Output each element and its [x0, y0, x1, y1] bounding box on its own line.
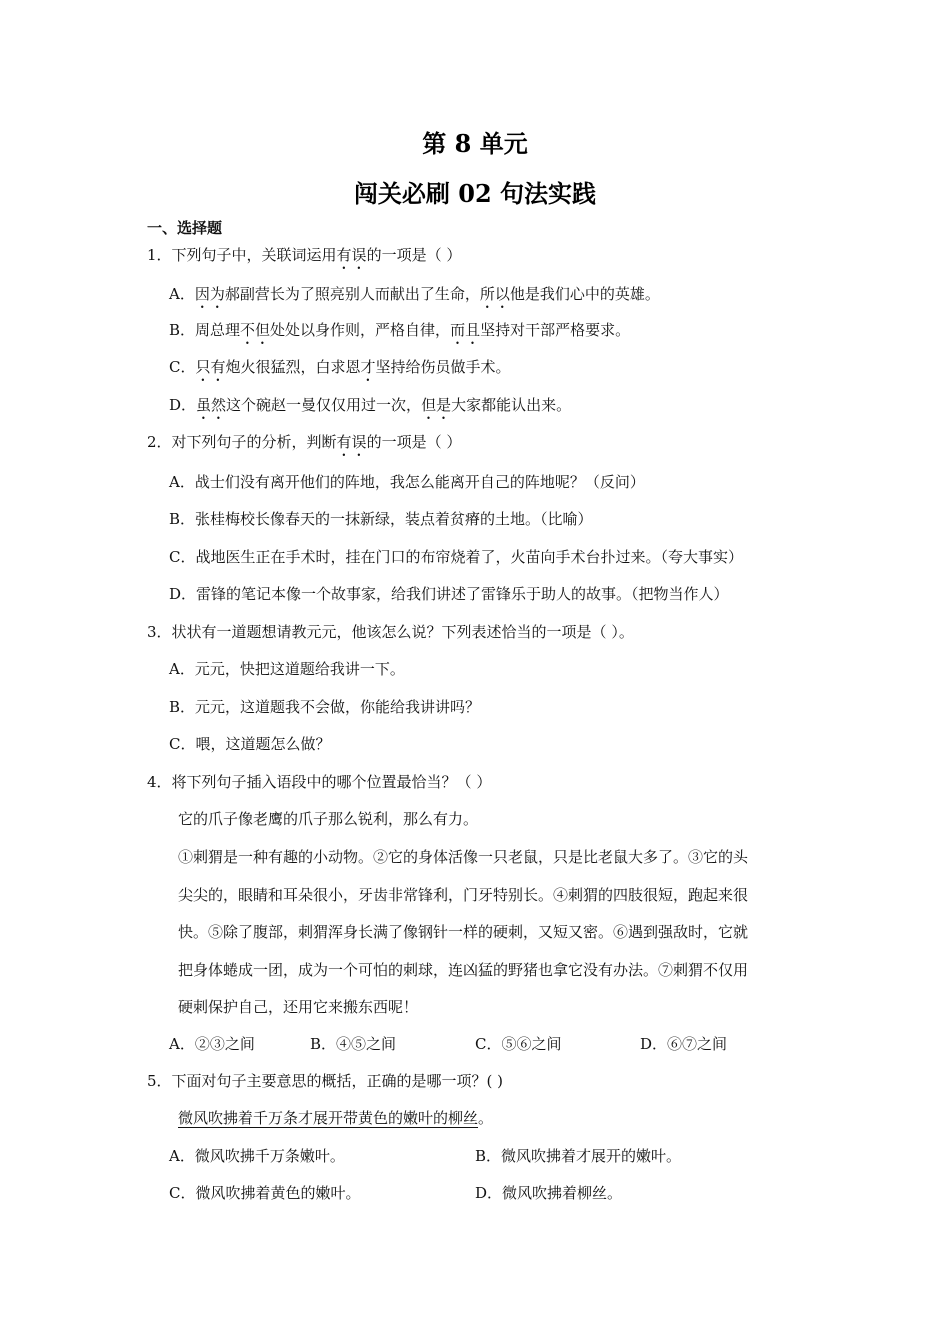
- q3-option-a[interactable]: A．元元，快把这道题给我讲一下。: [169, 660, 405, 678]
- q1-stem: [147, 245, 461, 273]
- q2-stem-text-b: 的一项是（ ）: [366, 433, 462, 451]
- q5-option-b[interactable]: B．微风吹拂着才展开的嫩叶。: [475, 1147, 682, 1165]
- q2-stem: [147, 432, 461, 460]
- q1-option-a[interactable]: [169, 284, 660, 312]
- q1-d-label: D．: [169, 396, 197, 414]
- q3-option-c[interactable]: C．喂，这道题怎么做？: [169, 735, 331, 753]
- q1-a-emphasis-1: 因为: [194, 285, 225, 303]
- q5-option-d[interactable]: D．微风吹拂着柳丝。: [475, 1184, 623, 1202]
- q4-passage-line-1: ①刺猬是一种有趣的小动物。②它的身体活像一只老鼠，只是比老鼠大多了。③它的头: [178, 848, 749, 866]
- q1-a-text-1: 郝副营长为了照亮别人而献出了生命，: [224, 285, 480, 303]
- q2-option-d[interactable]: D．雷锋的笔记本像一个故事家，给我们讲述了雷锋乐于助人的故事。（把物当作人）: [169, 585, 729, 603]
- q4-insert-sentence: 它的爪子像老鹰的爪子那么锐利，那么有力。: [178, 810, 479, 828]
- q1-stem-text-a: 1．下列句子中，关联词运用: [147, 246, 337, 264]
- q4-passage-line-2: 尖尖的，眼睛和耳朵很小，牙齿非常锋利，门牙特别长。④刺猬的四肢很短，跑起来很: [178, 886, 749, 904]
- q2-option-b[interactable]: B．张桂梅校长像春天的一抹新绿，装点着贫瘠的土地。（比喻）: [169, 510, 593, 528]
- q1-option-b[interactable]: [169, 320, 630, 348]
- q1-b-text-2: 坚持对干部严格要求。: [480, 321, 631, 339]
- q1-d-emphasis-1: 虽然: [196, 396, 227, 414]
- q5-option-a[interactable]: A．微风吹拂千万条嫩叶。: [169, 1147, 345, 1165]
- q5-option-c[interactable]: C．微风吹拂着黄色的嫩叶。: [169, 1184, 361, 1202]
- q5-underlined-sentence: 微风吹拂着千万条才展开带黄色的嫩叶的柳丝: [178, 1109, 479, 1127]
- q4-passage-line-4: 把身体蜷成一团，成为一个可怕的刺球，连凶猛的野猪也拿它没有办法。⑦刺猬不仅用: [178, 961, 749, 979]
- q4-option-c[interactable]: C．⑤⑥之间: [475, 1035, 562, 1053]
- q5-sentence: [178, 1108, 493, 1128]
- q1-c-text-2: 坚持给伤员做手术。: [375, 358, 511, 376]
- q1-option-c[interactable]: [169, 357, 511, 385]
- q1-a-text-2: 他是我们心中的英雄。: [509, 285, 660, 303]
- q2-stem-text-a: 2．对下列句子的分析，判断: [147, 433, 337, 451]
- q1-c-label: C．: [169, 358, 196, 376]
- q1-b-text-1: 处处以身作则，严格自律，: [270, 321, 451, 339]
- q1-c-emphasis-2: 才: [360, 358, 376, 376]
- q1-stem-text-b: 的一项是（ ）: [366, 246, 462, 264]
- q1-d-text-1: 这个碗赵一曼仅仅用过一次，: [226, 396, 422, 414]
- q1-b-emphasis-2: 而且: [450, 321, 481, 339]
- q2-stem-emphasis: 有误: [336, 433, 367, 451]
- page-title: 第 8 单元: [422, 129, 528, 158]
- q2-option-c[interactable]: C．战地医生正在手术时，挂在门口的布帘烧着了，火苗向手术台扑过来。（夸大事实）: [169, 548, 743, 566]
- q1-c-text-1: 炮火很猛烈，白求恩: [225, 358, 361, 376]
- q4-passage-line-5: 硬刺保护自己，还用它来搬东西呢！: [178, 998, 419, 1016]
- q1-d-text-2: 大家都能认出来。: [451, 396, 572, 414]
- q3-stem: 3．状状有一道题想请教元元，他该怎么说？下列表述恰当的一项是（ ）。: [147, 623, 634, 641]
- q4-passage-line-3: 快。⑤除了腹部，刺猬浑身长满了像钢针一样的硬刺，又短又密。⑥遇到强敌时，它就: [178, 923, 749, 941]
- q1-a-emphasis-2: 所以: [479, 285, 510, 303]
- q5-stem: 5．下面对句子主要意思的概括，正确的是哪一项？( ): [147, 1072, 504, 1090]
- q1-option-d[interactable]: [169, 395, 571, 423]
- q4-option-b[interactable]: B．④⑤之间: [310, 1035, 397, 1053]
- q4-option-a[interactable]: A．②③之间: [169, 1035, 255, 1053]
- q1-c-emphasis-1: 只有: [195, 358, 226, 376]
- q1-d-emphasis-2: 但是: [421, 396, 452, 414]
- q1-a-label: A．: [169, 285, 195, 303]
- q5-sentence-period: 。: [478, 1109, 494, 1127]
- q1-b-label: B．周总理: [169, 321, 241, 339]
- q1-stem-emphasis: 有误: [336, 246, 367, 264]
- page-subtitle: 闯关必刷 02 句法实践: [353, 179, 597, 208]
- q4-option-d[interactable]: D．⑥⑦之间: [640, 1035, 728, 1053]
- q4-stem: 4．将下列句子插入语段中的哪个位置最恰当？（ ）: [147, 773, 492, 791]
- q1-b-emphasis-1: 不但: [240, 321, 271, 339]
- section-heading: 一、选择题: [147, 219, 223, 237]
- q2-option-a[interactable]: A．战士们没有离开他们的阵地，我怎么能离开自己的阵地呢？（反问）: [169, 473, 645, 491]
- q3-option-b[interactable]: B．元元，这道题我不会做，你能给我讲讲吗？: [169, 698, 481, 716]
